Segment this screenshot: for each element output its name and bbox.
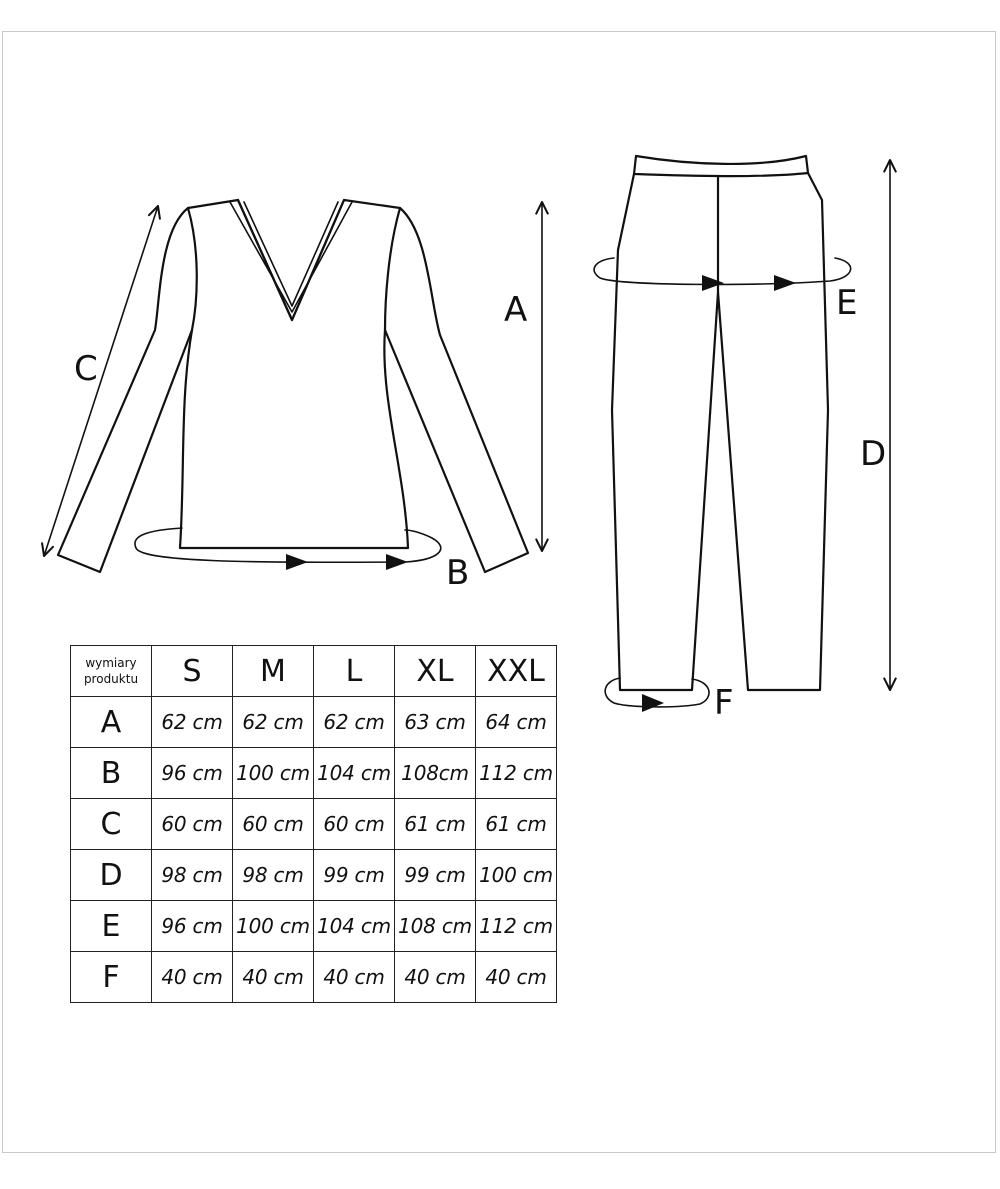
table-cell: 40 cm xyxy=(233,952,314,1003)
size-header-xl: XL xyxy=(395,646,476,697)
row-key: F xyxy=(71,952,152,1003)
table-cell: 96 cm xyxy=(152,901,233,952)
size-header-s: S xyxy=(152,646,233,697)
size-table xyxy=(70,645,557,1003)
table-cell: 104 cm xyxy=(314,901,395,952)
size-table-corner xyxy=(71,646,152,697)
top-garment xyxy=(58,200,528,572)
table-cell: 64 cm xyxy=(476,697,557,748)
label-c: C xyxy=(74,349,98,389)
table-cell: 98 cm xyxy=(233,850,314,901)
label-f: F xyxy=(714,683,734,723)
table-row xyxy=(71,952,557,1003)
label-b: B xyxy=(446,553,470,593)
row-key: E xyxy=(71,901,152,952)
table-cell: 100 cm xyxy=(233,901,314,952)
size-header-xxl: XXL xyxy=(476,646,557,697)
measure-c-arrow xyxy=(44,206,158,556)
table-cell: 112 cm xyxy=(476,748,557,799)
table-cell: 61 cm xyxy=(395,799,476,850)
label-e: E xyxy=(836,283,858,323)
table-row xyxy=(71,799,557,850)
table-cell: 112 cm xyxy=(476,901,557,952)
row-key: B xyxy=(71,748,152,799)
table-row xyxy=(71,850,557,901)
table-cell: 60 cm xyxy=(152,799,233,850)
table-cell: 99 cm xyxy=(314,850,395,901)
table-cell: 60 cm xyxy=(314,799,395,850)
table-cell: 40 cm xyxy=(152,952,233,1003)
table-cell: 96 cm xyxy=(152,748,233,799)
table-cell: 60 cm xyxy=(233,799,314,850)
row-key: A xyxy=(71,697,152,748)
table-cell: 61 cm xyxy=(476,799,557,850)
row-key: D xyxy=(71,850,152,901)
size-header-row xyxy=(71,646,557,697)
table-cell: 104 cm xyxy=(314,748,395,799)
table-cell: 100 cm xyxy=(476,850,557,901)
table-cell: 99 cm xyxy=(395,850,476,901)
table-cell: 108 cm xyxy=(395,901,476,952)
table-cell: 63 cm xyxy=(395,697,476,748)
pants-garment xyxy=(612,156,828,690)
table-row xyxy=(71,697,557,748)
corner-line-1: wymiary xyxy=(85,655,137,670)
size-header-m: M xyxy=(233,646,314,697)
row-key: C xyxy=(71,799,152,850)
table-cell: 62 cm xyxy=(152,697,233,748)
table-cell: 108cm xyxy=(395,748,476,799)
label-a: A xyxy=(504,290,528,330)
table-row xyxy=(71,748,557,799)
size-header-l: L xyxy=(314,646,395,697)
table-cell: 40 cm xyxy=(314,952,395,1003)
corner-line-2: produktu xyxy=(83,672,139,686)
table-row xyxy=(71,901,557,952)
table-cell: 62 cm xyxy=(314,697,395,748)
measure-e-loop xyxy=(594,258,851,284)
table-cell: 98 cm xyxy=(152,850,233,901)
table-cell: 40 cm xyxy=(476,952,557,1003)
table-cell: 62 cm xyxy=(233,697,314,748)
table-cell: 40 cm xyxy=(395,952,476,1003)
label-d: D xyxy=(860,434,887,474)
table-cell: 100 cm xyxy=(233,748,314,799)
